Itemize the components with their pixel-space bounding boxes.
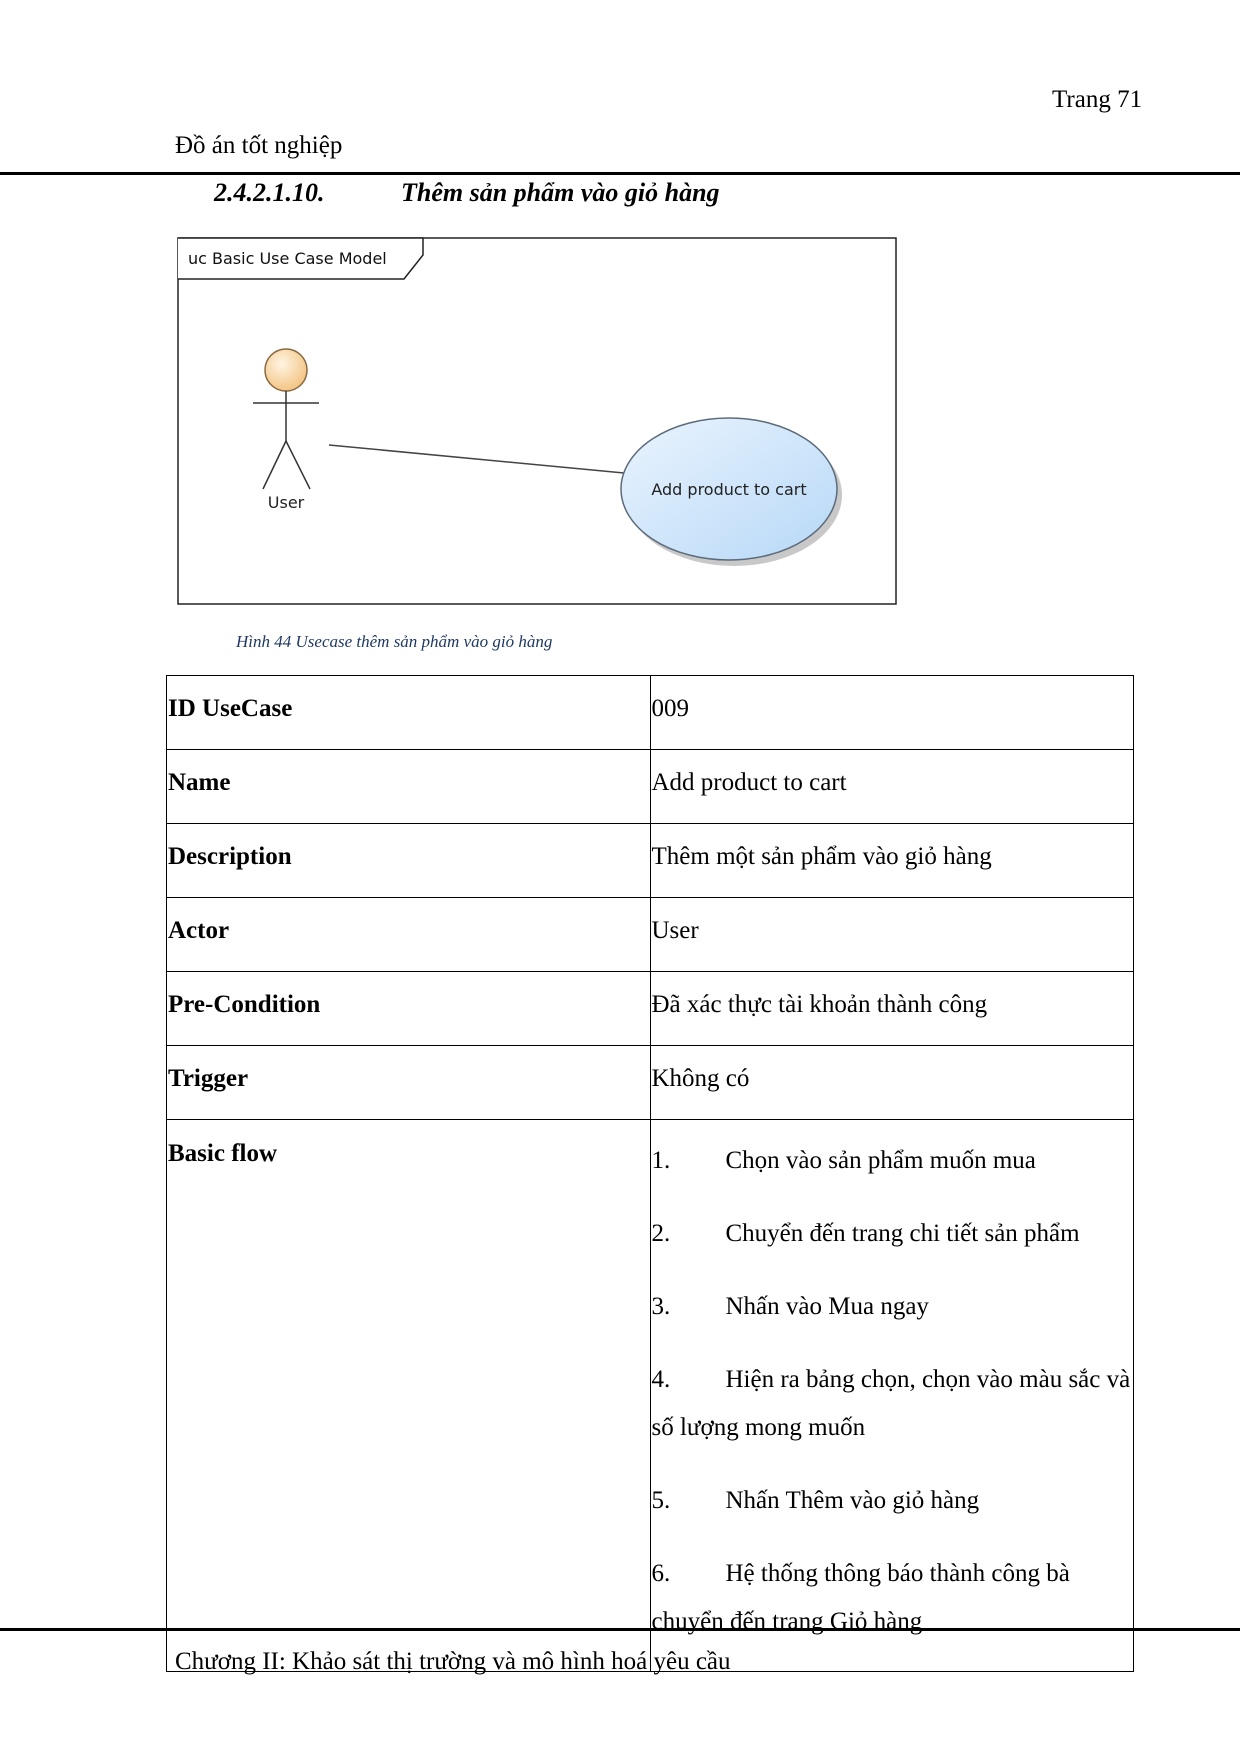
row-key: ID UseCase [168, 695, 293, 722]
flow-step [651, 1550, 1134, 1646]
row-key: Actor [168, 917, 230, 944]
table-row [167, 824, 1134, 898]
table-row [167, 1046, 1134, 1120]
usecase-label: Add product to cart [651, 480, 807, 499]
figure-caption-text: Usecase thêm sản phẩm vào giỏ hàng [295, 632, 553, 651]
flow-step [651, 1477, 1134, 1525]
table-row [167, 898, 1134, 972]
table-row [167, 676, 1134, 750]
flow-step [651, 1356, 1134, 1452]
flow-step [651, 1210, 1134, 1258]
row-key: Trigger [168, 1065, 249, 1092]
flow-step-number: 5. [651, 1487, 671, 1514]
flow-step-number: 2. [651, 1220, 671, 1247]
frame-label: uc Basic Use Case Model [188, 249, 387, 268]
table-row [167, 972, 1134, 1046]
basic-flow-steps [651, 1137, 1134, 1646]
row-key: Pre-Condition [168, 991, 321, 1018]
header-divider [0, 172, 1240, 175]
row-key: Description [168, 843, 292, 870]
flow-step-number: 1. [651, 1147, 671, 1174]
table-row-basic-flow [167, 1120, 1134, 1672]
footer-divider [0, 1628, 1240, 1631]
use-case-diagram [177, 237, 897, 605]
flow-step-number: 6. [651, 1560, 671, 1587]
flow-step-text: Chọn vào sản phẩm muốn mua [725, 1147, 1036, 1174]
table-row [167, 750, 1134, 824]
use-case-table [166, 675, 1134, 1672]
flow-step-text: Chuyển đến trang chi tiết sản phẩm [725, 1220, 1080, 1247]
flow-step [651, 1137, 1134, 1185]
figure-caption [236, 632, 552, 652]
row-key: Basic flow [168, 1140, 278, 1167]
footer-chapter-title: Chương II: Khảo sát thị trường và mô hình hoá yêu cầu [175, 1648, 731, 1675]
actor-head [265, 349, 307, 391]
document-header-title: Đồ án tốt nghiệp [175, 132, 343, 159]
figure-caption-label: Hình 44 [236, 632, 292, 651]
section-number: 2.4.2.1.10. [214, 178, 325, 207]
row-value: User [651, 917, 699, 944]
row-value: 009 [651, 695, 689, 722]
flow-step-text: Hệ thống thông báo thành công bà chuyển đến trang Giỏ hàng [651, 1560, 1070, 1635]
row-value: Add product to cart [651, 769, 847, 796]
flow-step-number: 3. [651, 1293, 671, 1320]
row-value: Đã xác thực tài khoản thành công [651, 991, 988, 1018]
row-value: Thêm một sản phẩm vào giỏ hàng [651, 843, 992, 870]
row-key: Name [168, 769, 231, 796]
flow-step-text: Nhấn vào Mua ngay [725, 1293, 929, 1320]
flow-step-text: Hiện ra bảng chọn, chọn vào màu sắc và số lượng mong muốn [651, 1366, 1131, 1441]
actor-label: User [267, 493, 305, 512]
flow-step-text: Nhấn Thêm vào giỏ hàng [725, 1487, 980, 1514]
section-title: Thêm sản phẩm vào giỏ hàng [401, 178, 720, 207]
page-number: Trang 71 [1052, 86, 1143, 113]
flow-step-number: 4. [651, 1366, 671, 1393]
row-value: Không có [651, 1065, 750, 1092]
flow-step [651, 1283, 1134, 1331]
